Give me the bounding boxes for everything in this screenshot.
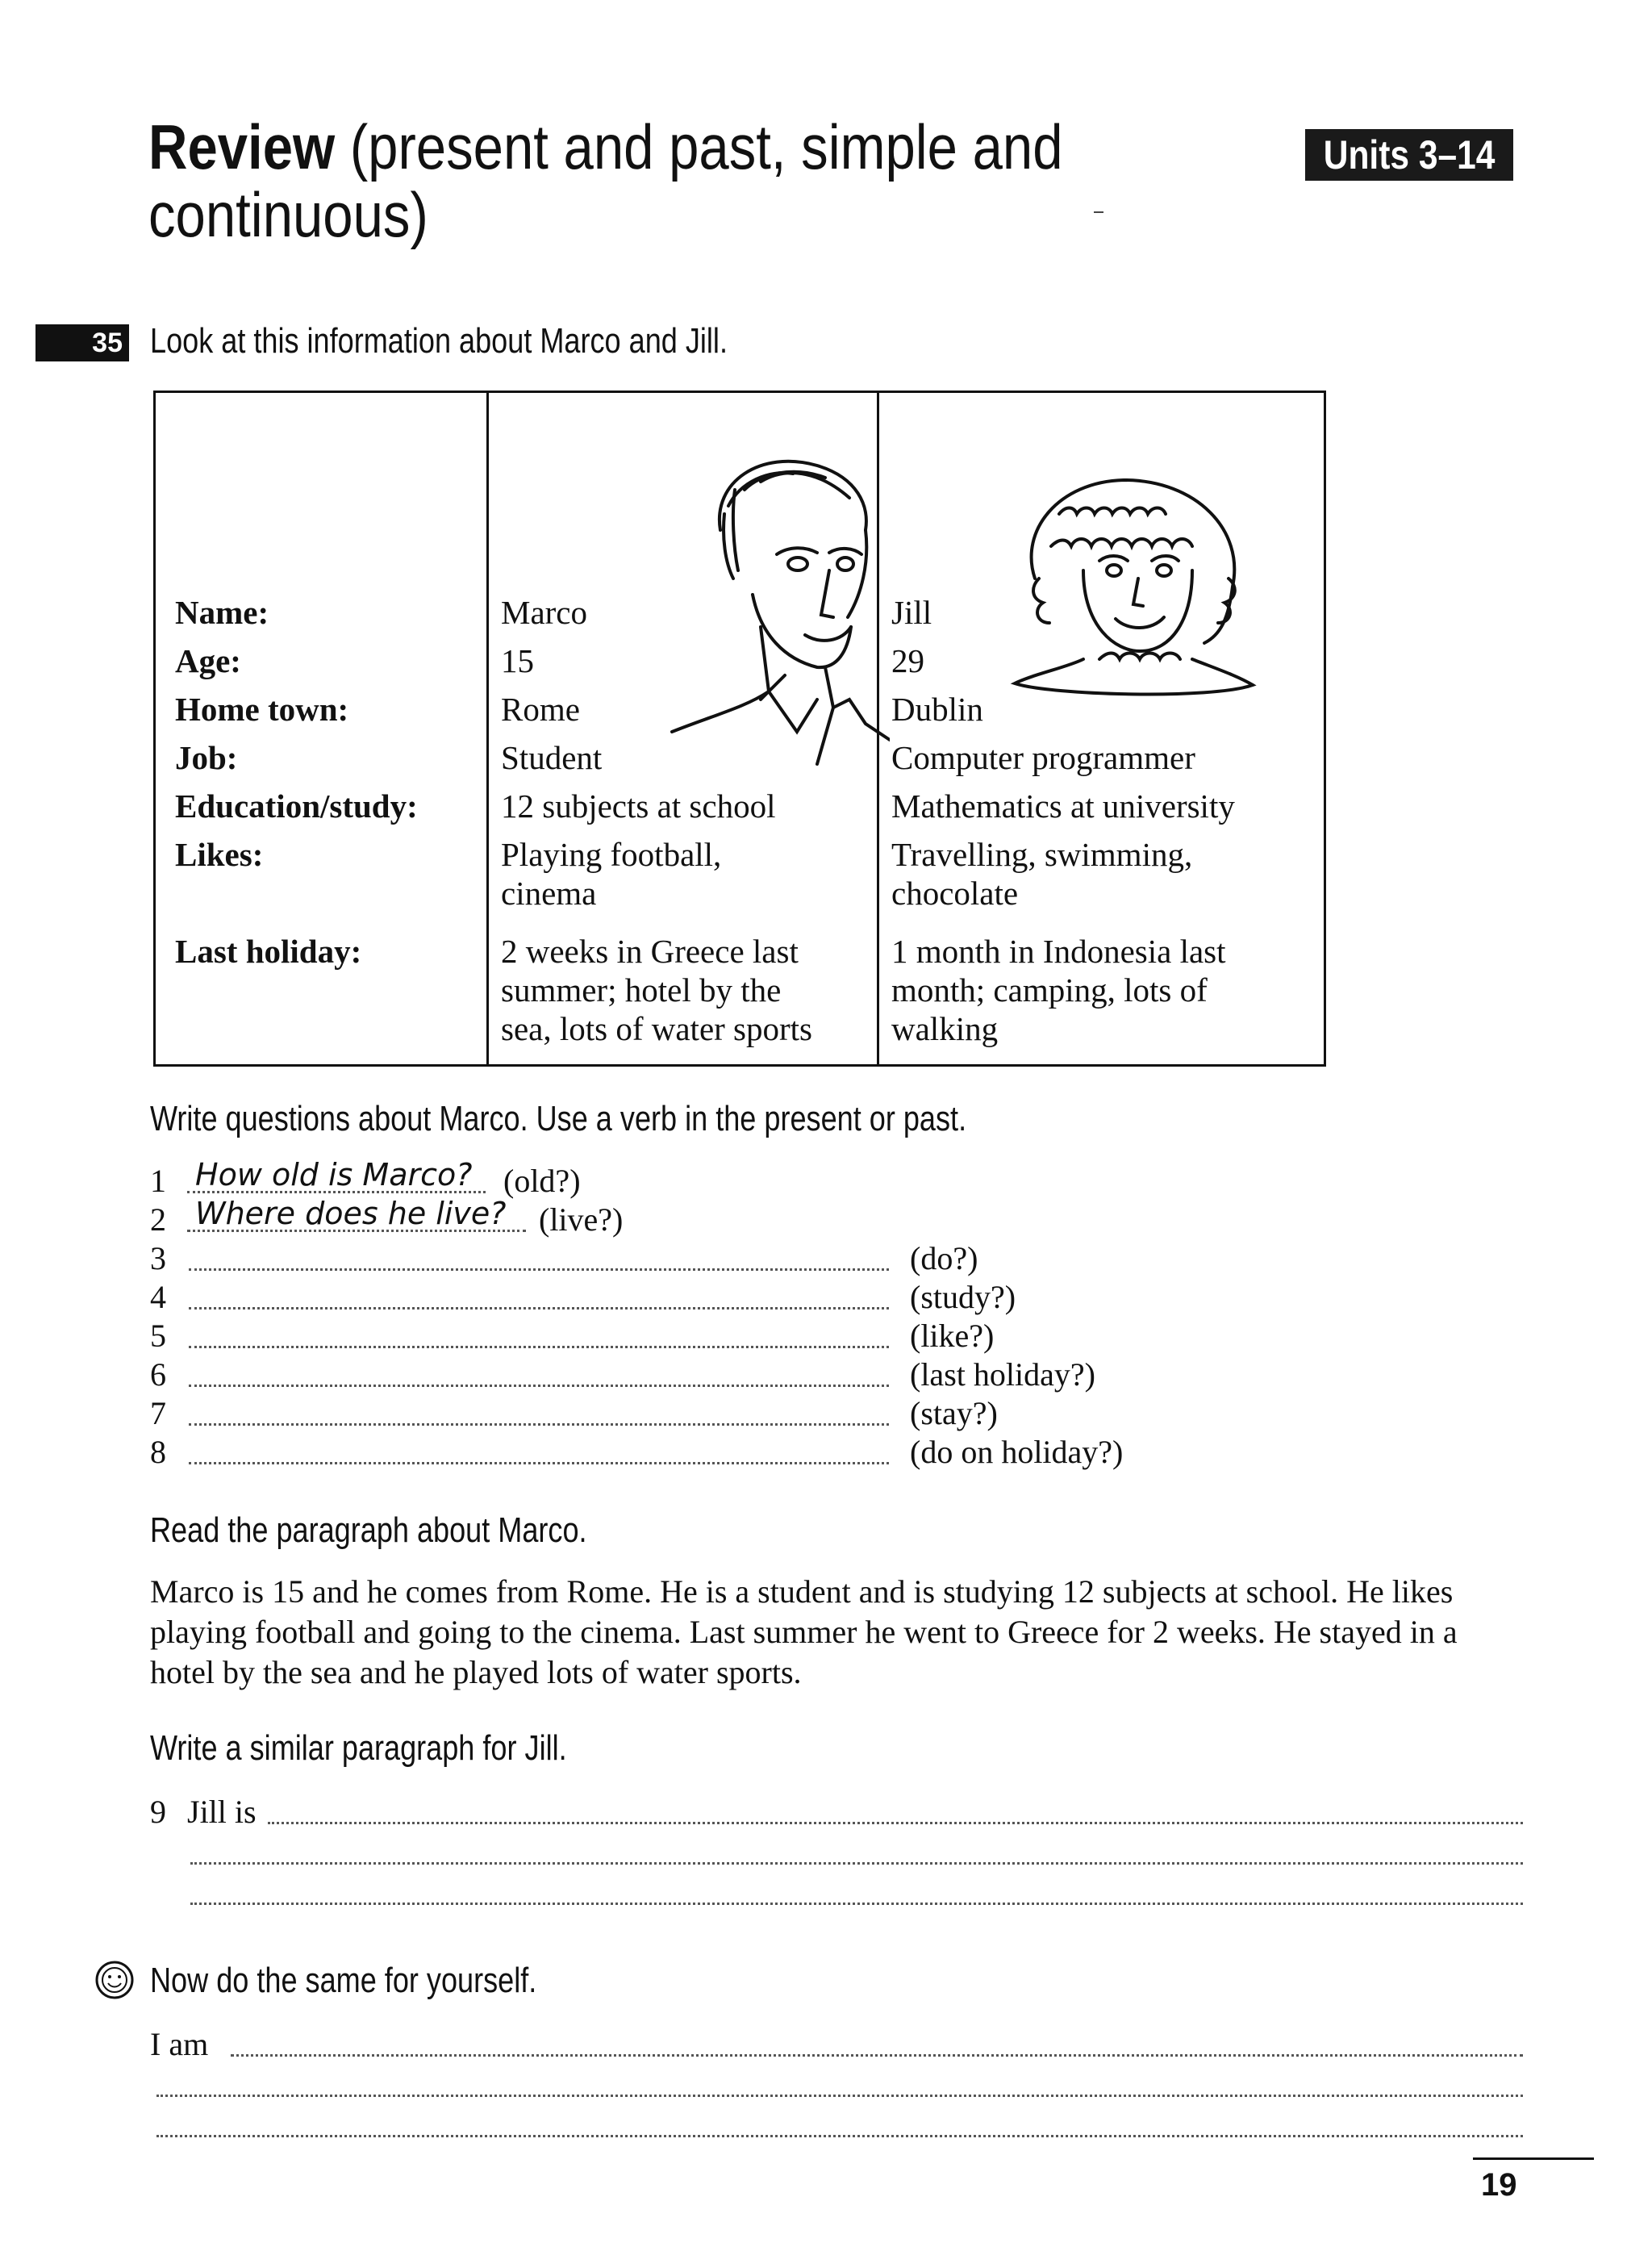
footer-rule: [1473, 2157, 1594, 2160]
label-home-town: Home town:: [175, 691, 349, 728]
label-last-holiday: Last holiday:: [175, 933, 362, 970]
question-hint: (do?): [910, 1240, 978, 1276]
marco-name: Marco: [501, 594, 588, 631]
answer-handwritten: Where does he live?: [195, 1196, 507, 1231]
label-name: Name:: [175, 594, 269, 631]
answer-line[interactable]: [190, 1862, 1523, 1865]
answer-line[interactable]: [189, 1462, 889, 1464]
question-hint: (old?): [503, 1163, 581, 1199]
jill-likes-2: chocolate: [891, 875, 1019, 912]
jill-portrait-icon: [1003, 466, 1261, 724]
question-number: 7: [150, 1395, 166, 1431]
jill-home-town: Dublin: [891, 691, 983, 728]
question-hint: (study?): [910, 1279, 1016, 1315]
smiley-icon: [94, 1959, 136, 2001]
table-divider: [486, 393, 489, 1064]
label-age: Age:: [175, 642, 241, 679]
answer-line[interactable]: [189, 1268, 889, 1271]
label-education: Education/study:: [175, 787, 418, 825]
jill-job: Computer programmer: [891, 739, 1195, 776]
question-number: 9: [150, 1794, 166, 1830]
info-table: [153, 391, 1326, 1067]
stray-mark: [1094, 211, 1103, 213]
marco-portrait-icon: [664, 433, 890, 780]
question-number: 3: [150, 1240, 166, 1276]
answer-line[interactable]: [231, 2054, 1523, 2057]
exercise-instruction: Look at this information about Marco and Jill.: [150, 321, 728, 361]
marco-holiday-1: 2 weeks in Greece last: [501, 933, 799, 970]
page-title: [148, 113, 1106, 249]
marco-study: 12 subjects at school: [501, 787, 776, 825]
marco-paragraph: Marco is 15 and he comes from Rome. He is a student and is studying 12 subjects at school. He likes playing football and going to the cinema. Last summer he went to Greece for 2 weeks. He stayed in a hotel by the sea and he played lots of water sports.: [150, 1573, 1458, 1690]
jill-holiday-1: 1 month in Indonesia last: [891, 933, 1226, 970]
marco-likes-2: cinema: [501, 875, 597, 912]
exercise-number-badge: [35, 324, 129, 361]
writing-instruction: Write a similar paragraph for Jill.: [150, 1728, 567, 1768]
question-hint: (like?): [910, 1318, 995, 1354]
question-hint: (stay?): [910, 1395, 998, 1431]
jill-study: Mathematics at university: [891, 787, 1235, 825]
answer-line[interactable]: [189, 1307, 889, 1309]
page-number: 19: [1481, 2167, 1517, 2203]
question-number: 6: [150, 1356, 166, 1393]
answer-line[interactable]: [190, 1903, 1523, 1905]
marco-job: Student: [501, 739, 603, 776]
marco-holiday-3: sea, lots of water sports: [501, 1010, 812, 1047]
title-bold: Review: [148, 111, 336, 182]
question-number: 2: [150, 1201, 166, 1238]
question-hint: (live?): [539, 1201, 624, 1238]
label-likes: Likes:: [175, 836, 264, 873]
units-badge: [1305, 129, 1513, 181]
answer-line[interactable]: [156, 2135, 1523, 2137]
questions-instruction: Write questions about Marco. Use a verb in the present or past.: [150, 1099, 967, 1138]
writing-starter: Jill is: [187, 1794, 257, 1830]
jill-holiday-2: month; camping, lots of: [891, 971, 1208, 1009]
question-number: 4: [150, 1279, 166, 1315]
jill-likes-1: Travelling, swimming,: [891, 836, 1193, 873]
exercise-number: 35: [92, 327, 123, 358]
jill-name: Jill: [891, 594, 932, 631]
label-job: Job:: [175, 739, 238, 776]
reading-instruction: Read the paragraph about Marco.: [150, 1510, 587, 1550]
units-badge-label: Units 3–14: [1323, 132, 1496, 178]
marco-likes-1: Playing football,: [501, 836, 722, 873]
question-hint: (do on holiday?): [910, 1434, 1124, 1470]
yourself-starter: I am: [150, 2026, 209, 2062]
jill-holiday-3: walking: [891, 1010, 999, 1047]
answer-line[interactable]: [189, 1423, 889, 1426]
answer-line[interactable]: [189, 1385, 889, 1387]
marco-holiday-2: summer; hotel by the: [501, 971, 782, 1009]
title-rest: (present and past, simple and continuous): [148, 111, 1063, 250]
question-hint: (last holiday?): [910, 1356, 1095, 1393]
question-number: 8: [150, 1434, 166, 1470]
question-number: 1: [150, 1163, 166, 1199]
marco-age: 15: [501, 642, 534, 679]
answer-handwritten: How old is Marco?: [195, 1157, 473, 1193]
answer-line[interactable]: [189, 1346, 889, 1348]
jill-age: 29: [891, 642, 924, 679]
marco-home-town: Rome: [501, 691, 580, 728]
answer-line[interactable]: [156, 2095, 1523, 2097]
answer-line[interactable]: [268, 1822, 1523, 1824]
question-number: 5: [150, 1318, 166, 1354]
yourself-instruction: Now do the same for yourself.: [150, 1961, 537, 2000]
